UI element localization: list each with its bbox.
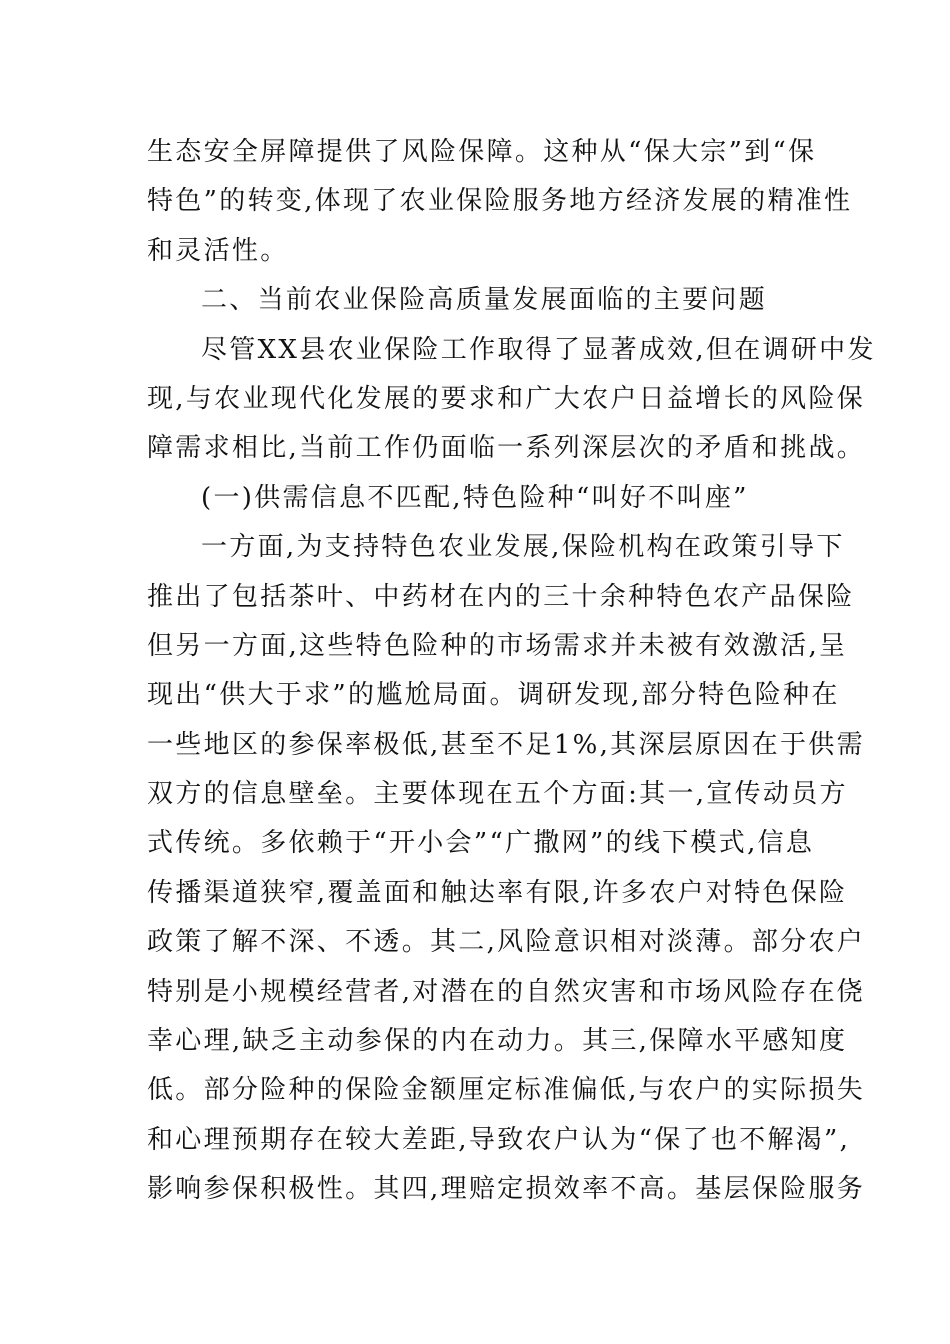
text-line: 政策了解不深、不透。其二,风险意识相对淡薄。部分农户 bbox=[147, 927, 866, 958]
text-line: 障需求相比,当前工作仍面临一系列深层次的矛盾和挑战。 bbox=[147, 433, 866, 464]
text-line: 影响参保积极性。其四,理赔定损效率不高。基层保险服务 bbox=[147, 1174, 866, 1205]
text-line: 但另一方面,这些特色险种的市场需求并未被有效激活,呈 bbox=[147, 630, 848, 661]
document-body bbox=[147, 128, 876, 1215]
text-line: 现,与农业现代化发展的要求和广大农户日益增长的风险保 bbox=[147, 383, 866, 414]
text-line: 式传统。多依赖于“开小会”“广撒网”的线下模式,信息 bbox=[147, 828, 815, 859]
text-line: 一些地区的参保率极低,甚至不足1%,其深层原因在于供需 bbox=[147, 729, 865, 760]
text-line: 和灵活性。 bbox=[147, 235, 289, 266]
text-line: 尽管XX县农业保险工作取得了显著成效,但在调研中发 bbox=[201, 334, 876, 365]
text-line: 现出“供大于求”的尴尬局面。调研发现,部分特色险种在 bbox=[147, 680, 840, 711]
subsection-heading: (一)供需信息不匹配,特色险种“叫好不叫座” bbox=[201, 482, 749, 513]
section-heading: 二、当前农业保险高质量发展面临的主要问题 bbox=[201, 285, 768, 316]
text-line: 一方面,为支持特色农业发展,保险机构在政策引导下 bbox=[201, 532, 845, 563]
text-line: 和心理预期存在较大差距,导致农户认为“保了也不解渴”, bbox=[147, 1124, 851, 1155]
text-line: 幸心理,缺乏主动参保的内在动力。其三,保障水平感知度 bbox=[147, 1026, 848, 1057]
text-line: 低。部分险种的保险金额厘定标准偏低,与农户的实际损失 bbox=[147, 1075, 866, 1106]
text-line: 双方的信息壁垒。主要体现在五个方面:其一,宣传动员方 bbox=[147, 779, 848, 810]
text-line: 推出了包括茶叶、中药材在内的三十余种特色农产品保险 bbox=[147, 581, 855, 612]
text-line: 传播渠道狭窄,覆盖面和触达率有限,许多农户对特色保险 bbox=[147, 877, 848, 908]
text-line: 特别是小规模经营者,对潜在的自然灾害和市场风险存在侥 bbox=[147, 976, 866, 1007]
text-line: 特色”的转变,体现了农业保险服务地方经济发展的精准性 bbox=[147, 186, 853, 217]
text-line: 生态安全屏障提供了风险保障。这种从“保大宗”到“保 bbox=[147, 137, 817, 167]
